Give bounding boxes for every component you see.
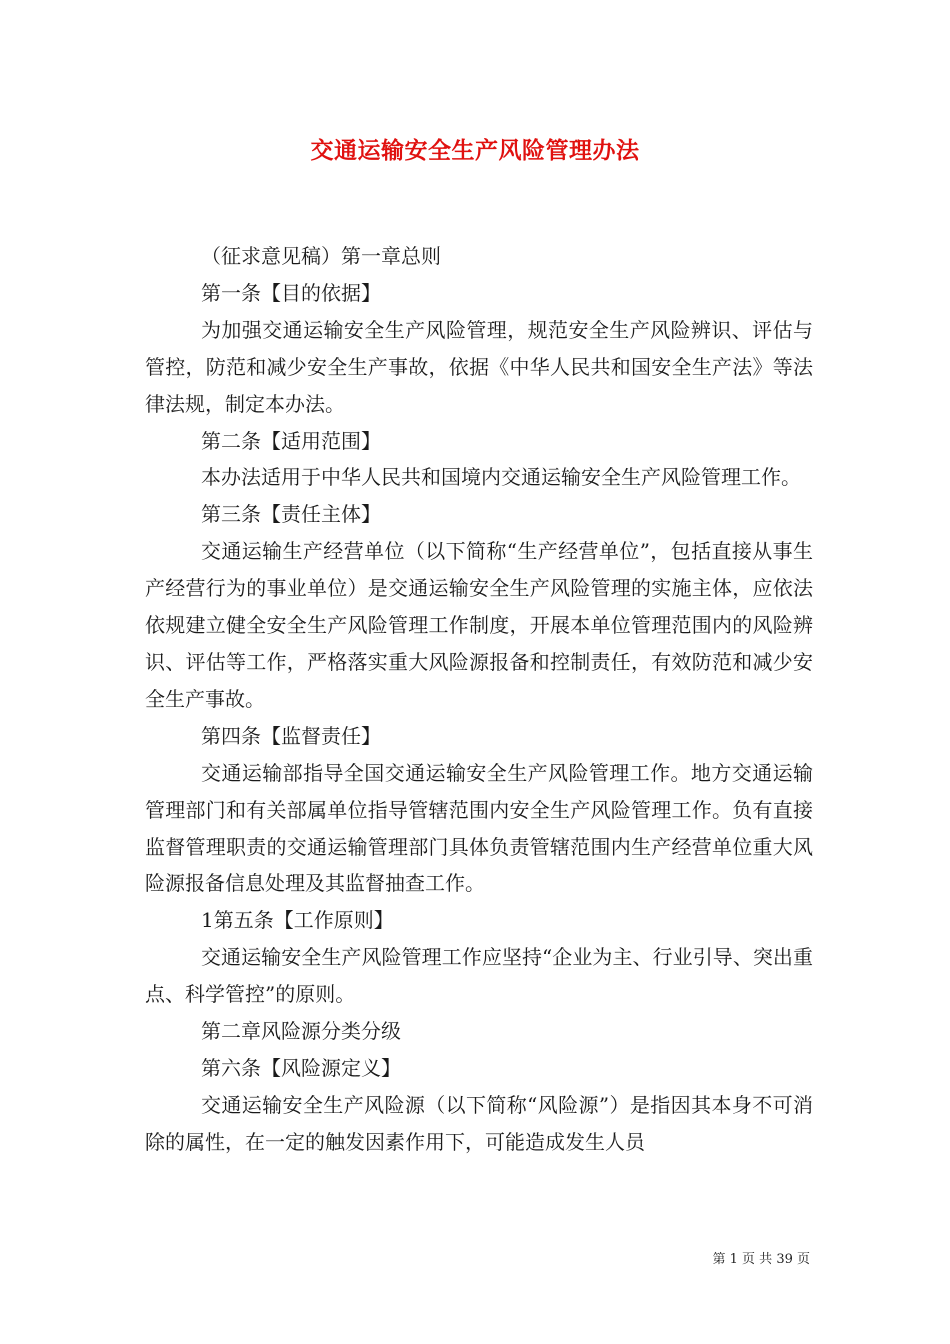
paragraph: 为加强交通运输安全生产风险管理，规范安全生产风险辨识、评估与管控，防范和减少安全生产事故，依据《中华人民共和国安全生产法》等法律法规，制定本办法。	[145, 317, 813, 416]
document-body	[145, 238, 813, 1161]
paragraph: 1第五条【工作原则】	[201, 908, 394, 933]
paragraph: 交通运输部指导全国交通运输安全生产风险管理工作。地方交通运输管理部门和有关部属单位指导管辖范围内安全生产风险管理工作。负有直接监督管理职责的交通运输管理部门具体负责管辖范围内生产经营单位重大风险源报备信息处理及其监督抽查工作。	[145, 760, 813, 896]
paragraph: 第二条【适用范围】	[201, 428, 381, 453]
paragraph: 交通运输安全生产风险源（以下简称“风险源”）是指因其本身不可消除的属性，在一定的触发因素作用下，可能造成发生人员	[145, 1092, 813, 1154]
page-number: 第 1 页 共 39 页	[712, 1252, 810, 1267]
paragraph: 第二章风险源分类分级	[201, 1019, 401, 1044]
paragraph: 第六条【风险源定义】	[201, 1055, 401, 1080]
paragraph: 本办法适用于中华人民共和国境内交通运输安全生产风险管理工作。	[201, 465, 801, 490]
paragraph: 第四条【监督责任】	[201, 723, 381, 748]
paragraph: 交通运输安全生产风险管理工作应坚持“企业为主、行业引导、突出重点、科学管控”的原则。	[145, 945, 813, 1007]
paragraph: 第三条【责任主体】	[201, 502, 381, 527]
document-title: 交通运输安全生产风险管理办法	[310, 137, 640, 164]
paragraph: 交通运输生产经营单位（以下简称“生产经营单位”，包括直接从事生产经营行为的事业单位）是交通运输安全生产风险管理的实施主体，应依法依规建立健全安全生产风险管理工作制度，开展本单位管理范围内的风险辨识、评估等工作，严格落实重大风险源报备和控制责任，有效防范和减少安全生产事故。	[145, 539, 813, 711]
paragraph: 第一条【目的依据】	[201, 280, 381, 305]
paragraph: （征求意见稿）第一章总则	[201, 244, 441, 268]
